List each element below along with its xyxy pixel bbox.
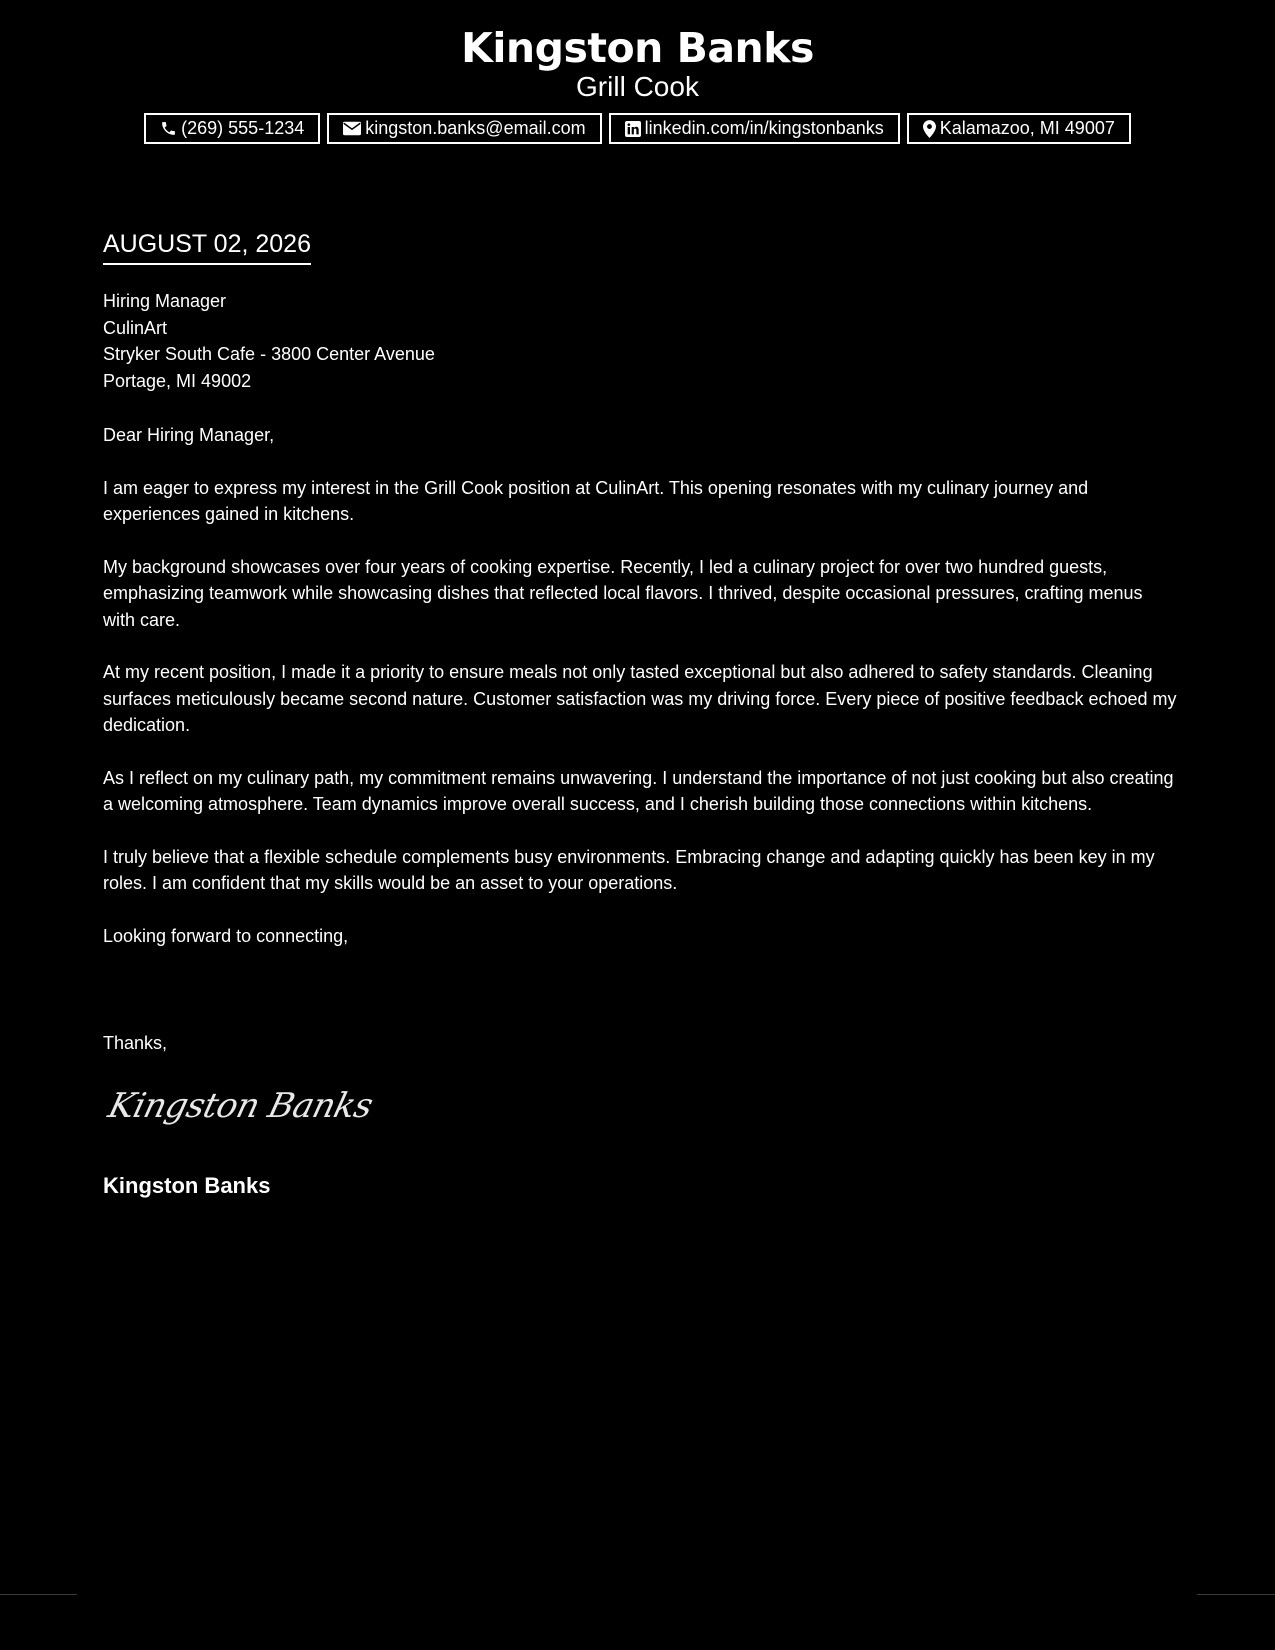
contact-linkedin-text: linkedin.com/in/kingstonbanks (644, 118, 884, 138)
recipient-block (103, 288, 435, 394)
contact-location[interactable] (907, 113, 1131, 144)
contact-phone[interactable] (144, 113, 320, 144)
letter-header (0, 22, 1275, 104)
body-paragraph-3: At my recent position, I made it a priority to ensure meals not only tasted exceptional but also adhered to safety standards. Cleaning surfaces meticulously became second nature. Customer satisfaction was my driving force. Every piece of positive feedback echoed my dedication. (103, 662, 1177, 735)
recipient-name: Hiring Manager (103, 291, 227, 311)
map-pin-icon (923, 120, 936, 138)
signer-name: Kingston Banks (103, 1173, 271, 1198)
phone-icon (160, 120, 177, 137)
contact-location-text: Kalamazoo, MI 49007 (939, 118, 1115, 138)
contact-bar (0, 113, 1275, 144)
salutation: Dear Hiring Manager, (103, 425, 275, 445)
letter-body (103, 422, 1178, 975)
closing-word: Thanks, (103, 1033, 168, 1053)
body-paragraph-2: My background showcases over four years of cooking expertise. Recently, I led a culinary project for over two hundred guests, emphasizing teamwork while showcasing dishes that reflected local flavors. I thrived, despite occasional pressures, crafting menus with care. (103, 556, 1143, 630)
applicant-name: Kingston Banks (461, 24, 814, 72)
footer-divider-left (0, 1594, 77, 1595)
contact-phone-text: (269) 555-1234 (181, 118, 305, 138)
recipient-company: CulinArt (103, 317, 168, 338)
body-paragraph-4: As I reflect on my culinary path, my commitment remains unwavering. I understand the importance of not just cooking but also creating a welcoming atmosphere. Team dynamics improve overall success, and I cherish building those connections within kitchens. (103, 767, 1174, 814)
body-paragraph-1: I am eager to express my interest in the Grill Cook position at CulinArt. This opening resonates with my culinary journey and experiences gained in kitchens. (103, 477, 1089, 524)
contact-email-text: kingston.banks@email.com (365, 118, 586, 138)
footer-divider-right (1197, 1594, 1275, 1595)
contact-linkedin[interactable] (609, 113, 900, 144)
linkedin-icon (625, 121, 641, 137)
recipient-address-line-2: Portage, MI 49002 (103, 370, 252, 391)
letter-date: AUGUST 02, 2026 (103, 228, 311, 265)
signoff-line: Looking forward to connecting, (103, 925, 349, 946)
envelope-icon (343, 121, 361, 136)
contact-email[interactable] (327, 113, 601, 144)
handwritten-signature: Kingston Banks (104, 1086, 377, 1126)
applicant-job-title: Grill Cook (576, 71, 699, 102)
body-paragraph-5: I truly believe that a flexible schedule complements busy environments. Embracing change and adapting quickly has been key in my roles. I am confident that my skills would be an asset to your operations. (103, 846, 1155, 893)
recipient-address-line-1: Stryker South Cafe - 3800 Center Avenue (103, 344, 435, 364)
